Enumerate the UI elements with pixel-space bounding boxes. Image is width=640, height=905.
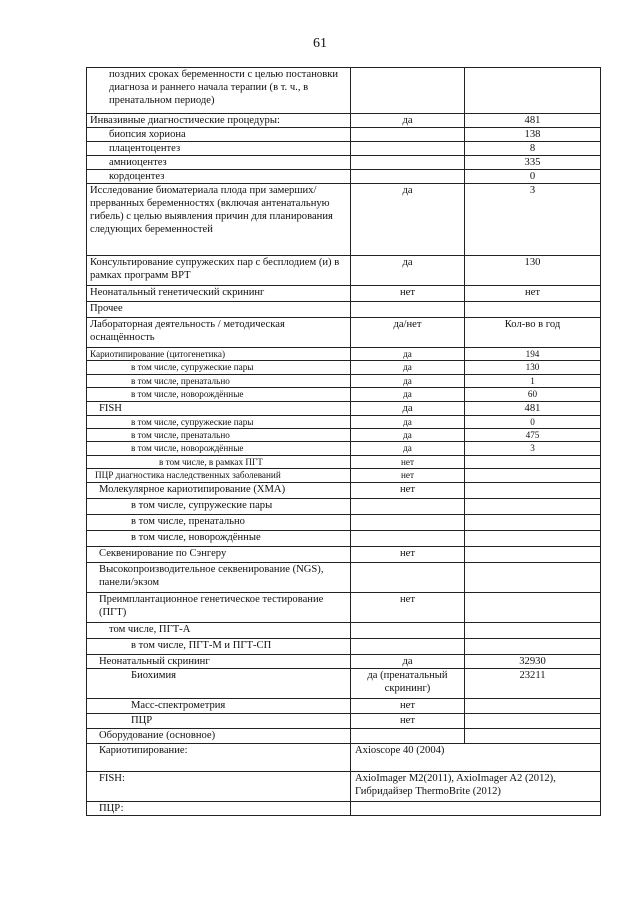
table-row bbox=[87, 699, 601, 714]
row-label: Кариотипирование (цитогенетика) bbox=[87, 348, 351, 361]
row-label: Кариотипирование: bbox=[87, 744, 351, 772]
answer-cell bbox=[351, 170, 465, 184]
answer-cell: да (пренатальный скрининг) bbox=[351, 669, 465, 699]
count-cell: 475 bbox=[465, 429, 601, 442]
count-cell: 138 bbox=[465, 128, 601, 142]
row-label: Биохимия bbox=[87, 669, 351, 699]
table-row bbox=[87, 156, 601, 170]
answer-cell: да bbox=[351, 401, 465, 415]
table-row bbox=[87, 483, 601, 499]
count-cell bbox=[465, 563, 601, 593]
row-label: в том числе, супружеские пары bbox=[87, 499, 351, 515]
table-row bbox=[87, 593, 601, 623]
table-row bbox=[87, 623, 601, 639]
table-row bbox=[87, 499, 601, 515]
answer-cell: нет bbox=[351, 699, 465, 714]
row-label: в том числе, в рамках ПГТ bbox=[87, 455, 351, 468]
count-cell bbox=[465, 547, 601, 563]
row-label: ПЦР bbox=[87, 714, 351, 729]
row-label: Масс-спектрометрия bbox=[87, 699, 351, 714]
table-row bbox=[87, 256, 601, 286]
answer-cell: да bbox=[351, 388, 465, 401]
count-cell: 194 bbox=[465, 348, 601, 361]
row-label: в том числе, супружеские пары bbox=[87, 361, 351, 374]
table-row bbox=[87, 361, 601, 374]
row-label: Неонатальный скрининг bbox=[87, 655, 351, 669]
row-label: FISH bbox=[87, 401, 351, 415]
equipment-cell: AxioImager M2(2011), AxioImager A2 (2012), Гибридайзер ThermoBrite (2012) bbox=[351, 772, 601, 802]
table-row bbox=[87, 639, 601, 655]
answer-cell: нет bbox=[351, 455, 465, 468]
answer-cell: нет bbox=[351, 593, 465, 623]
row-label: в том числе, ПГТ-М и ПГТ-СП bbox=[87, 639, 351, 655]
count-cell bbox=[465, 469, 601, 483]
answer-cell: да bbox=[351, 184, 465, 256]
row-label: Прочее bbox=[87, 302, 351, 318]
count-cell bbox=[465, 483, 601, 499]
row-label: в том числе, пренатально bbox=[87, 515, 351, 531]
row-label: Неонатальный генетический скрининг bbox=[87, 286, 351, 302]
count-cell: 481 bbox=[465, 114, 601, 128]
answer-cell bbox=[351, 729, 465, 744]
page-number: 61 bbox=[313, 36, 327, 51]
table-row bbox=[87, 531, 601, 547]
count-cell: 335 bbox=[465, 156, 601, 170]
answer-cell bbox=[351, 156, 465, 170]
table-row bbox=[87, 515, 601, 531]
count-cell bbox=[465, 68, 601, 114]
answer-cell: да bbox=[351, 374, 465, 387]
count-cell bbox=[465, 699, 601, 714]
answer-cell bbox=[351, 128, 465, 142]
answer-cell bbox=[351, 68, 465, 114]
table-row bbox=[87, 469, 601, 483]
answer-cell bbox=[351, 302, 465, 318]
row-label: Лабораторная деятельность / методическая оснащённость bbox=[87, 318, 351, 348]
answer-cell bbox=[351, 623, 465, 639]
table-row bbox=[87, 318, 601, 348]
table-row bbox=[87, 455, 601, 468]
count-cell: 481 bbox=[465, 401, 601, 415]
row-label: ПЦР: bbox=[87, 802, 351, 816]
table-row bbox=[87, 429, 601, 442]
table-row bbox=[87, 374, 601, 387]
answer-cell bbox=[351, 142, 465, 156]
count-cell: 3 bbox=[465, 184, 601, 256]
row-label: ПЦР диагностика наследственных заболеваний bbox=[87, 469, 351, 483]
count-cell: 1 bbox=[465, 374, 601, 387]
row-label: FISH: bbox=[87, 772, 351, 802]
count-cell bbox=[465, 623, 601, 639]
table-row bbox=[87, 729, 601, 744]
answer-cell bbox=[351, 639, 465, 655]
table-row bbox=[87, 170, 601, 184]
answer-cell: да bbox=[351, 655, 465, 669]
answer-cell: нет bbox=[351, 286, 465, 302]
table-row bbox=[87, 744, 601, 772]
row-label: амниоцентез bbox=[87, 156, 351, 170]
row-label: Консультирование супружеских пар с бесплодием (и) в рамках программ ВРТ bbox=[87, 256, 351, 286]
count-cell: нет bbox=[465, 286, 601, 302]
row-label: поздних сроках беременности с целью постановки диагноза и раннего начала терапии (в т. ч., в пренатальном периоде) bbox=[87, 68, 351, 114]
table-row bbox=[87, 128, 601, 142]
count-cell: 130 bbox=[465, 256, 601, 286]
table-row bbox=[87, 655, 601, 669]
count-cell bbox=[465, 499, 601, 515]
row-label: в том числе, новорождённые bbox=[87, 388, 351, 401]
table-row bbox=[87, 415, 601, 428]
answer-cell: да bbox=[351, 442, 465, 455]
count-cell: 32930 bbox=[465, 655, 601, 669]
count-cell bbox=[465, 515, 601, 531]
row-label: в том числе, супружеские пары bbox=[87, 415, 351, 428]
row-label: в том числе, новорождённые bbox=[87, 531, 351, 547]
answer-cell bbox=[351, 499, 465, 515]
count-cell: 3 bbox=[465, 442, 601, 455]
count-cell bbox=[465, 729, 601, 744]
table-row bbox=[87, 669, 601, 699]
table-row bbox=[87, 563, 601, 593]
answer-cell: да bbox=[351, 429, 465, 442]
count-cell: 60 bbox=[465, 388, 601, 401]
row-label: Высокопроизводительное секвенирование (NGS), панели/экзом bbox=[87, 563, 351, 593]
count-cell bbox=[465, 714, 601, 729]
answer-cell bbox=[351, 563, 465, 593]
equipment-cell bbox=[351, 802, 601, 816]
row-label: Секвенирование по Сэнгеру bbox=[87, 547, 351, 563]
count-cell: 130 bbox=[465, 361, 601, 374]
table-row bbox=[87, 772, 601, 802]
answer-cell bbox=[351, 515, 465, 531]
row-label: плацентоцентез bbox=[87, 142, 351, 156]
answer-cell: да bbox=[351, 114, 465, 128]
answer-cell: нет bbox=[351, 483, 465, 499]
table-row bbox=[87, 547, 601, 563]
table-row bbox=[87, 142, 601, 156]
count-cell: Кол-во в год bbox=[465, 318, 601, 348]
row-label: биопсия хориона bbox=[87, 128, 351, 142]
answer-cell: нет bbox=[351, 714, 465, 729]
row-label: Инвазивные диагностические процедуры: bbox=[87, 114, 351, 128]
row-label: в том числе, пренатально bbox=[87, 374, 351, 387]
answer-cell bbox=[351, 531, 465, 547]
count-cell bbox=[465, 531, 601, 547]
table-row bbox=[87, 184, 601, 256]
answer-cell: да bbox=[351, 361, 465, 374]
procedures-table bbox=[86, 67, 601, 816]
count-cell: 23211 bbox=[465, 669, 601, 699]
count-cell: 0 bbox=[465, 415, 601, 428]
count-cell bbox=[465, 455, 601, 468]
row-label: Исследование биоматериала плода при замерших/прерванных беременностях (включая антенатальную гибель) с целью выявления причин для планирования следующих беременностей bbox=[87, 184, 351, 256]
row-label: Оборудование (основное) bbox=[87, 729, 351, 744]
row-label: в том числе, новорождённые bbox=[87, 442, 351, 455]
table-body bbox=[87, 68, 601, 816]
answer-cell: да bbox=[351, 256, 465, 286]
table-row bbox=[87, 401, 601, 415]
answer-cell: да/нет bbox=[351, 318, 465, 348]
table-row bbox=[87, 114, 601, 128]
table-row bbox=[87, 302, 601, 318]
count-cell bbox=[465, 639, 601, 655]
equipment-cell: Axioscope 40 (2004) bbox=[351, 744, 601, 772]
table-row bbox=[87, 802, 601, 816]
table-row bbox=[87, 442, 601, 455]
row-label: Молекулярное кариотипирование (ХМА) bbox=[87, 483, 351, 499]
answer-cell: да bbox=[351, 415, 465, 428]
row-label: кордоцентез bbox=[87, 170, 351, 184]
table-row bbox=[87, 68, 601, 114]
answer-cell: да bbox=[351, 348, 465, 361]
table-row bbox=[87, 714, 601, 729]
count-cell bbox=[465, 593, 601, 623]
table-row bbox=[87, 388, 601, 401]
answer-cell: нет bbox=[351, 469, 465, 483]
count-cell bbox=[465, 302, 601, 318]
count-cell: 0 bbox=[465, 170, 601, 184]
row-label: Преимплантационное генетическое тестирование (ПГТ) bbox=[87, 593, 351, 623]
table-row bbox=[87, 348, 601, 361]
count-cell: 8 bbox=[465, 142, 601, 156]
row-label: в том числе, пренатально bbox=[87, 429, 351, 442]
table-row bbox=[87, 286, 601, 302]
row-label: том числе, ПГТ-А bbox=[87, 623, 351, 639]
answer-cell: нет bbox=[351, 547, 465, 563]
